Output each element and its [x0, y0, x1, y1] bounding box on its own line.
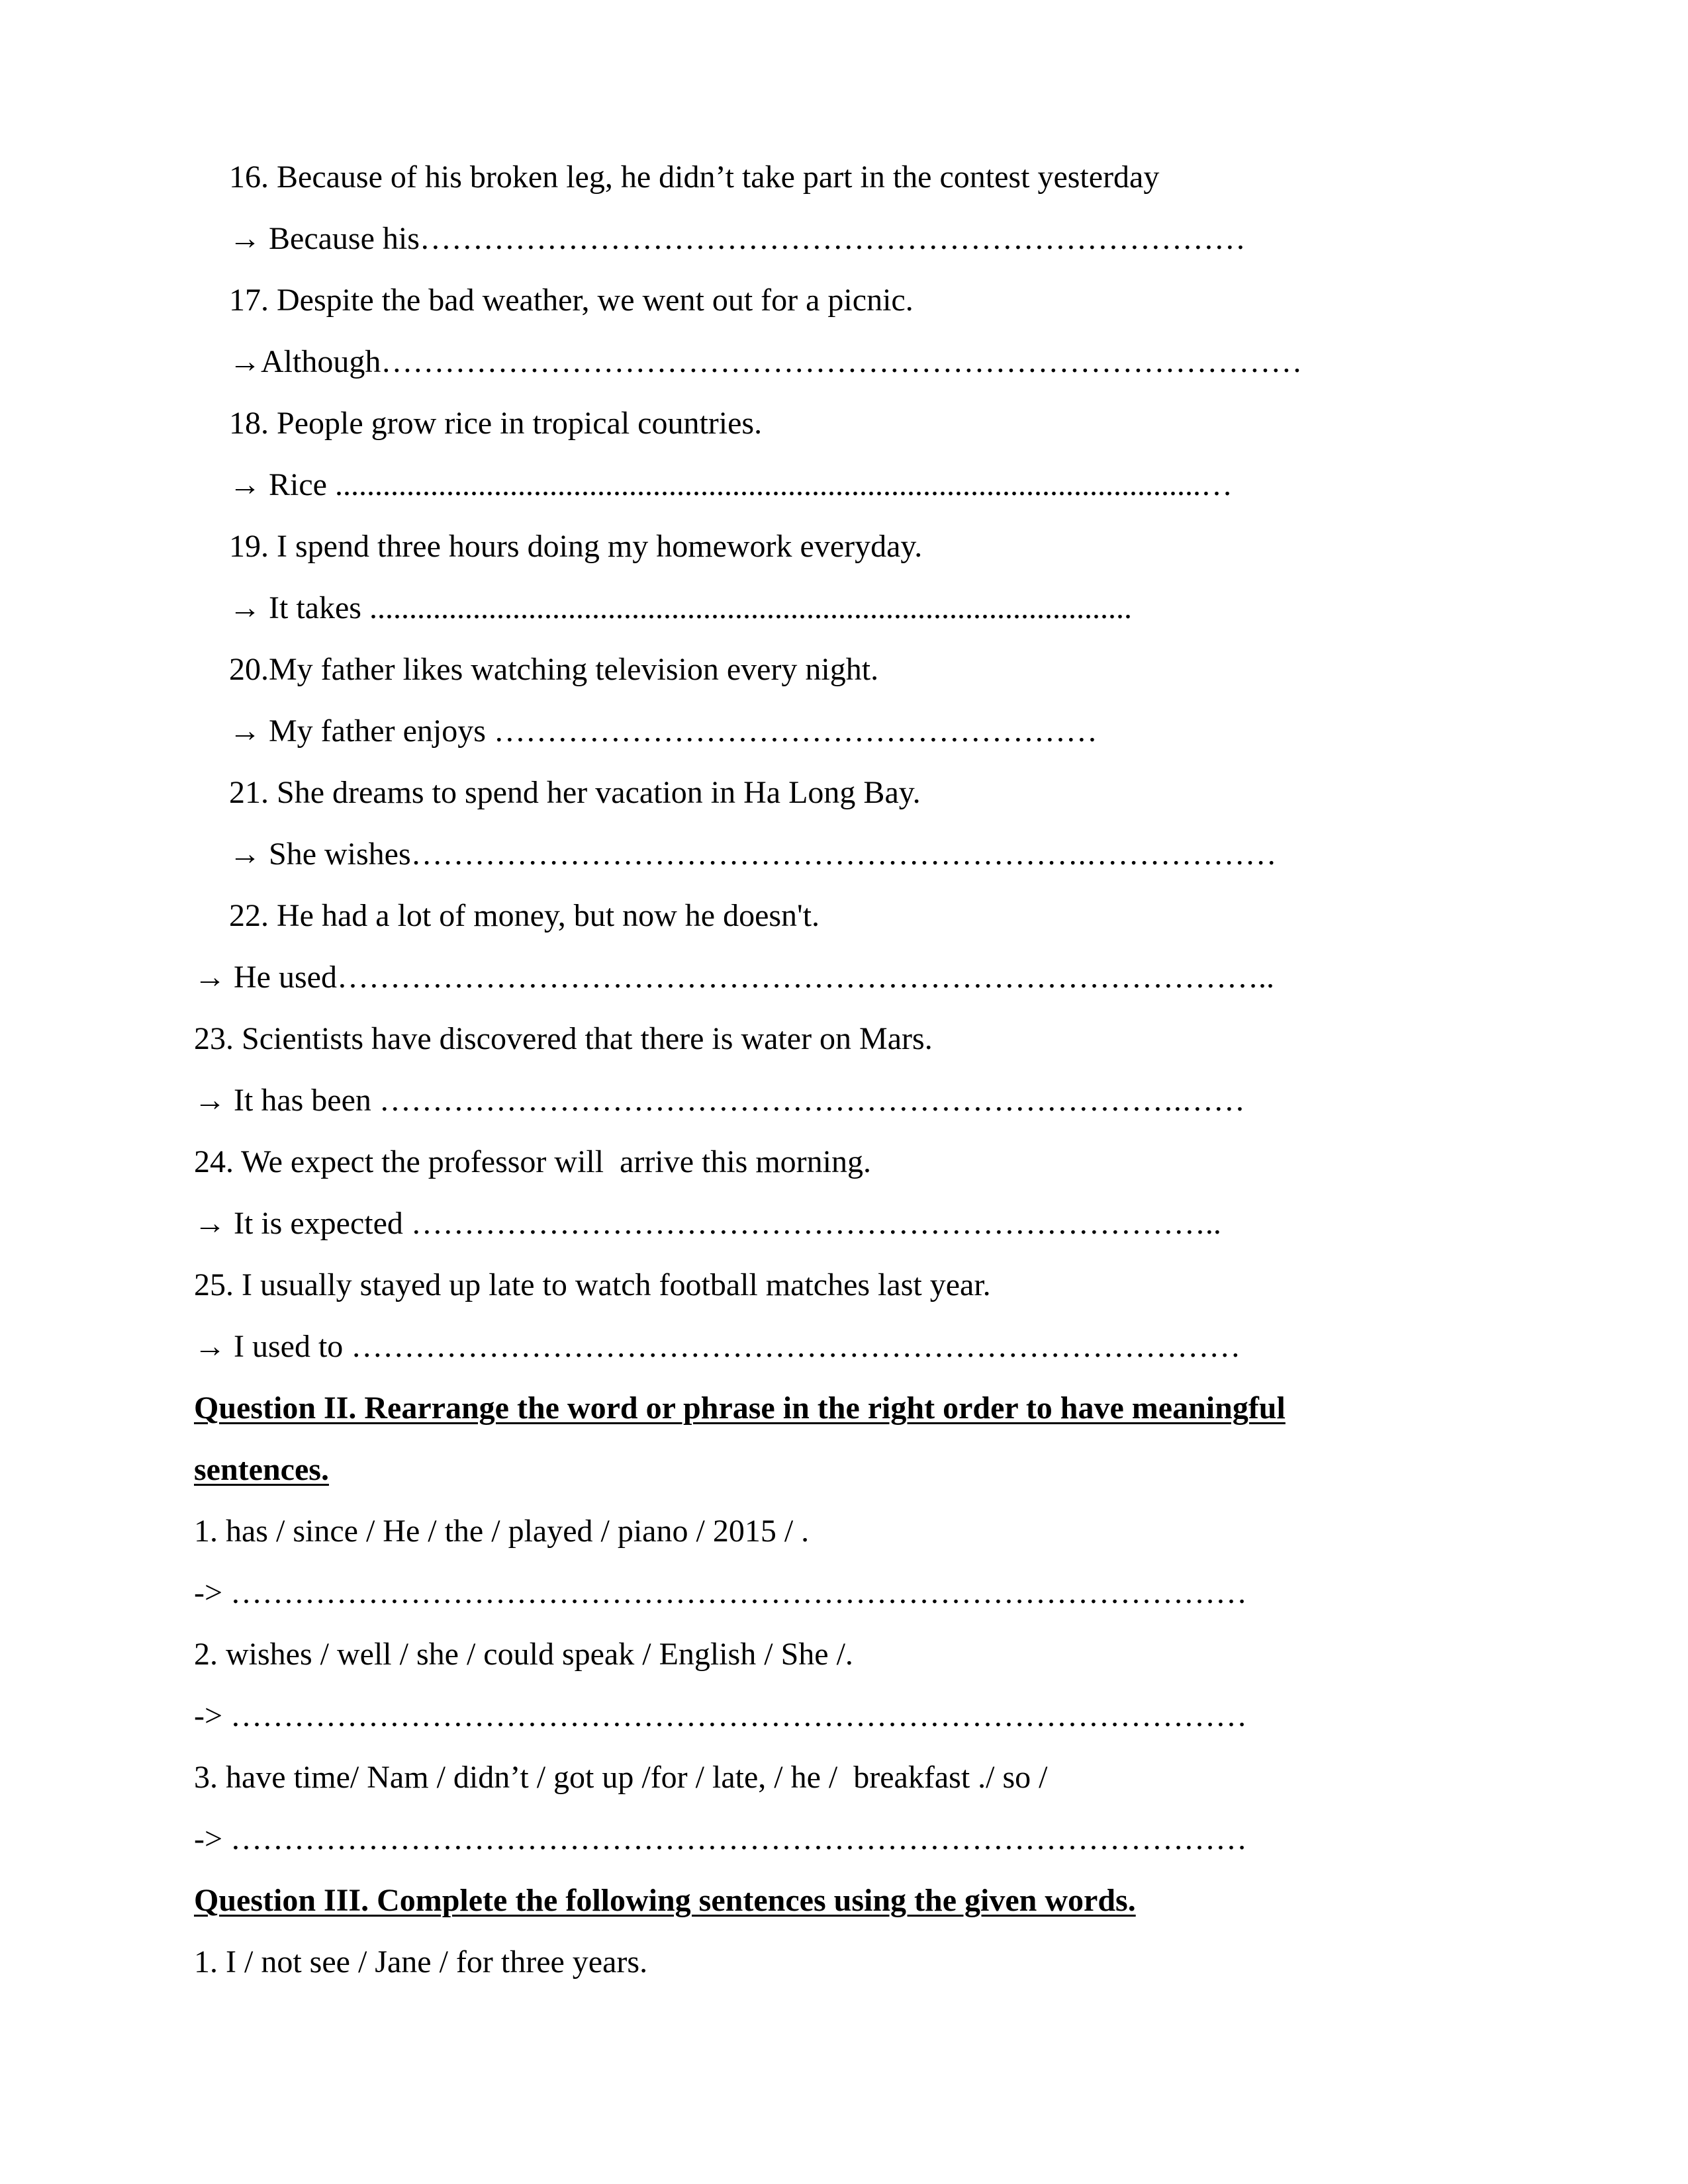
section-heading-2-continued: sentences. [194, 1452, 329, 1487]
complete-item-1: 1. I / not see / Jane / for three years. [194, 1944, 648, 1979]
answer-line-17: →Although…………………………………………………………………………… [229, 344, 1303, 379]
question-19: 19. I spend three hours doing my homework everyday. [229, 529, 923, 564]
answer-line-21: → She wishes……………………………………………………….……………… [229, 837, 1277, 872]
rearrange-answer-3: -> …………………………………………………………………………………… [194, 1821, 1248, 1856]
question-21: 21. She dreams to spend her vacation in Ha Long Bay. [229, 775, 921, 810]
section-heading-3: Question III. Complete the following sentences using the given words. [194, 1883, 1136, 1918]
answer-line-25: → I used to ………………………………………………………………………… [194, 1329, 1241, 1364]
rearrange-item-3: 3. have time/ Nam / didn’t / got up /for / late, / he / breakfast ./ so / [194, 1760, 1048, 1795]
rearrange-item-1: 1. has / since / He / the / played / piano / 2015 / . [194, 1514, 810, 1549]
question-22: 22. He had a lot of money, but now he doesn't. [229, 898, 820, 933]
answer-line-18: → Rice .............................................................................................................… [229, 467, 1233, 502]
answer-line-19: → It takes ................................................................................................ [229, 590, 1132, 625]
rearrange-answer-1: -> …………………………………………………………………………………… [194, 1575, 1248, 1610]
question-17: 17. Despite the bad weather, we went out for a picnic. [229, 283, 914, 318]
rearrange-item-2: 2. wishes / well / she / could speak / English / She /. [194, 1637, 853, 1672]
question-23: 23. Scientists have discovered that there is water on Mars. [194, 1021, 933, 1056]
answer-line-22: → He used…………………………………………………………………………….. [194, 960, 1274, 995]
answer-line-24: → It is expected ………………………………………………………………….. [194, 1206, 1221, 1241]
question-16: 16. Because of his broken leg, he didn’t take part in the contest yesterday [229, 159, 1160, 195]
answer-line-20: → My father enjoys ………………………………………………… [229, 713, 1098, 749]
rearrange-answer-2: -> …………………………………………………………………………………… [194, 1698, 1248, 1733]
question-25: 25. I usually stayed up late to watch football matches last year. [194, 1267, 991, 1302]
question-24: 24. We expect the professor will arrive this morning. [194, 1144, 871, 1179]
question-20: 20.My father likes watching television every night. [229, 652, 879, 687]
answer-line-16: → Because his…………………………………………………………………… [229, 221, 1246, 256]
answer-line-23: → It has been ………………………………………………………………….…… [194, 1083, 1245, 1118]
section-heading-2: Question II. Rearrange the word or phrase in the right order to have meaningful [194, 1390, 1286, 1426]
question-18: 18. People grow rice in tropical countries. [229, 406, 763, 441]
